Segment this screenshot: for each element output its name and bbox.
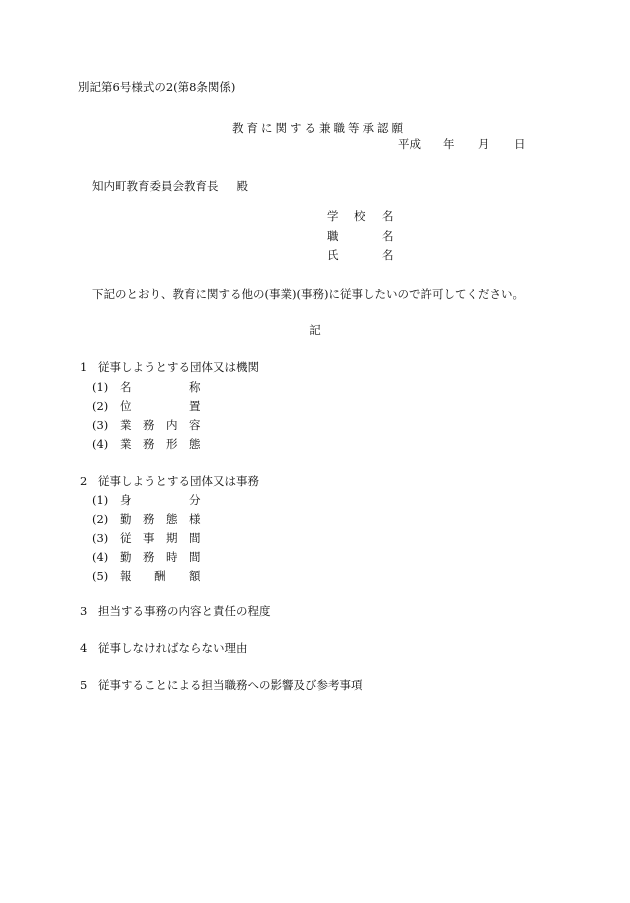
item-char: 態 <box>166 512 178 526</box>
section-number: 1 <box>80 360 88 374</box>
addressee-honorific: 殿 <box>236 179 248 193</box>
section-number: 2 <box>80 474 88 488</box>
item-char: 内 <box>166 418 178 432</box>
applicant-position <box>327 231 409 246</box>
date-day: 日 <box>514 137 526 151</box>
item-char: 事 <box>143 531 155 545</box>
section-4-heading <box>80 643 248 655</box>
section-3-heading <box>80 606 271 618</box>
item-index: (3) <box>92 418 109 432</box>
item-index: (5) <box>92 569 109 583</box>
item-char: 勤 <box>120 550 132 564</box>
item-char: 勤 <box>120 512 132 526</box>
section-5-heading <box>80 680 363 692</box>
section-number: 4 <box>80 641 88 655</box>
item-char: 額 <box>189 569 201 583</box>
section-number: 5 <box>80 678 88 692</box>
date-era: 平成 <box>398 137 421 151</box>
section-number: 3 <box>80 604 88 618</box>
item-char: 業 <box>120 437 132 451</box>
item-index: (1) <box>92 380 109 394</box>
item-index: (1) <box>92 493 109 507</box>
applicant-label-char: 氏 <box>327 248 339 262</box>
applicant-school-name <box>327 211 409 226</box>
section-title: 従事することによる担当職務への影響及び参考事項 <box>98 678 363 692</box>
item-char: 務 <box>143 418 155 432</box>
item-index: (4) <box>92 437 109 451</box>
item-char: 身 <box>120 493 132 507</box>
item-char: 称 <box>189 380 201 394</box>
section-2-heading <box>80 476 259 488</box>
item-char: 従 <box>120 531 132 545</box>
item-char: 期 <box>166 531 178 545</box>
item-char: 名 <box>120 380 132 394</box>
applicant-label-char: 名 <box>382 229 394 243</box>
item-char: 間 <box>189 550 201 564</box>
item-char: 分 <box>189 493 201 507</box>
item-index: (4) <box>92 550 109 564</box>
addressee-name: 知内町教育委員会教育長 <box>92 179 219 193</box>
item-char: 酬 <box>154 569 166 583</box>
section-title: 従事しなければならない理由 <box>98 641 248 655</box>
item-char: 業 <box>120 418 132 432</box>
item-index: (3) <box>92 531 109 545</box>
section-title: 担当する事務の内容と責任の程度 <box>98 604 271 618</box>
date-year: 年 <box>443 137 455 151</box>
applicant-label-char: 学 <box>327 209 339 223</box>
applicant-name <box>327 250 409 265</box>
item-char: 容 <box>189 418 201 432</box>
section-title: 従事しようとする団体又は事務 <box>98 474 259 488</box>
applicant-label-char: 名 <box>382 209 394 223</box>
item-char: 態 <box>189 437 201 451</box>
item-char: 間 <box>189 531 201 545</box>
item-char: 位 <box>120 399 132 413</box>
item-char: 報 <box>120 569 132 583</box>
section-1-heading <box>80 362 259 374</box>
item-char: 様 <box>189 512 201 526</box>
ki-heading: 記 <box>309 323 321 337</box>
item-char: 置 <box>189 399 201 413</box>
request-statement: 下記のとおり、教育に関する他の(事業)(事務)に従事したいので許可してください。 <box>92 287 524 301</box>
section-title: 従事しようとする団体又は機関 <box>98 360 259 374</box>
applicant-label-char: 職 <box>327 229 339 243</box>
item-char: 時 <box>166 550 178 564</box>
item-index: (2) <box>92 399 109 413</box>
item-char: 務 <box>143 550 155 564</box>
form-reference: 別記第6号様式の2(第8条関係) <box>78 80 236 94</box>
item-char: 務 <box>143 512 155 526</box>
addressee <box>92 181 248 193</box>
item-char: 務 <box>143 437 155 451</box>
item-char: 形 <box>166 437 178 451</box>
item-index: (2) <box>92 512 109 526</box>
date-month: 月 <box>478 137 490 151</box>
applicant-label-char: 校 <box>354 209 366 223</box>
document-title: 教育に関する兼職等承認願 <box>232 121 406 135</box>
applicant-label-char: 名 <box>382 248 394 262</box>
